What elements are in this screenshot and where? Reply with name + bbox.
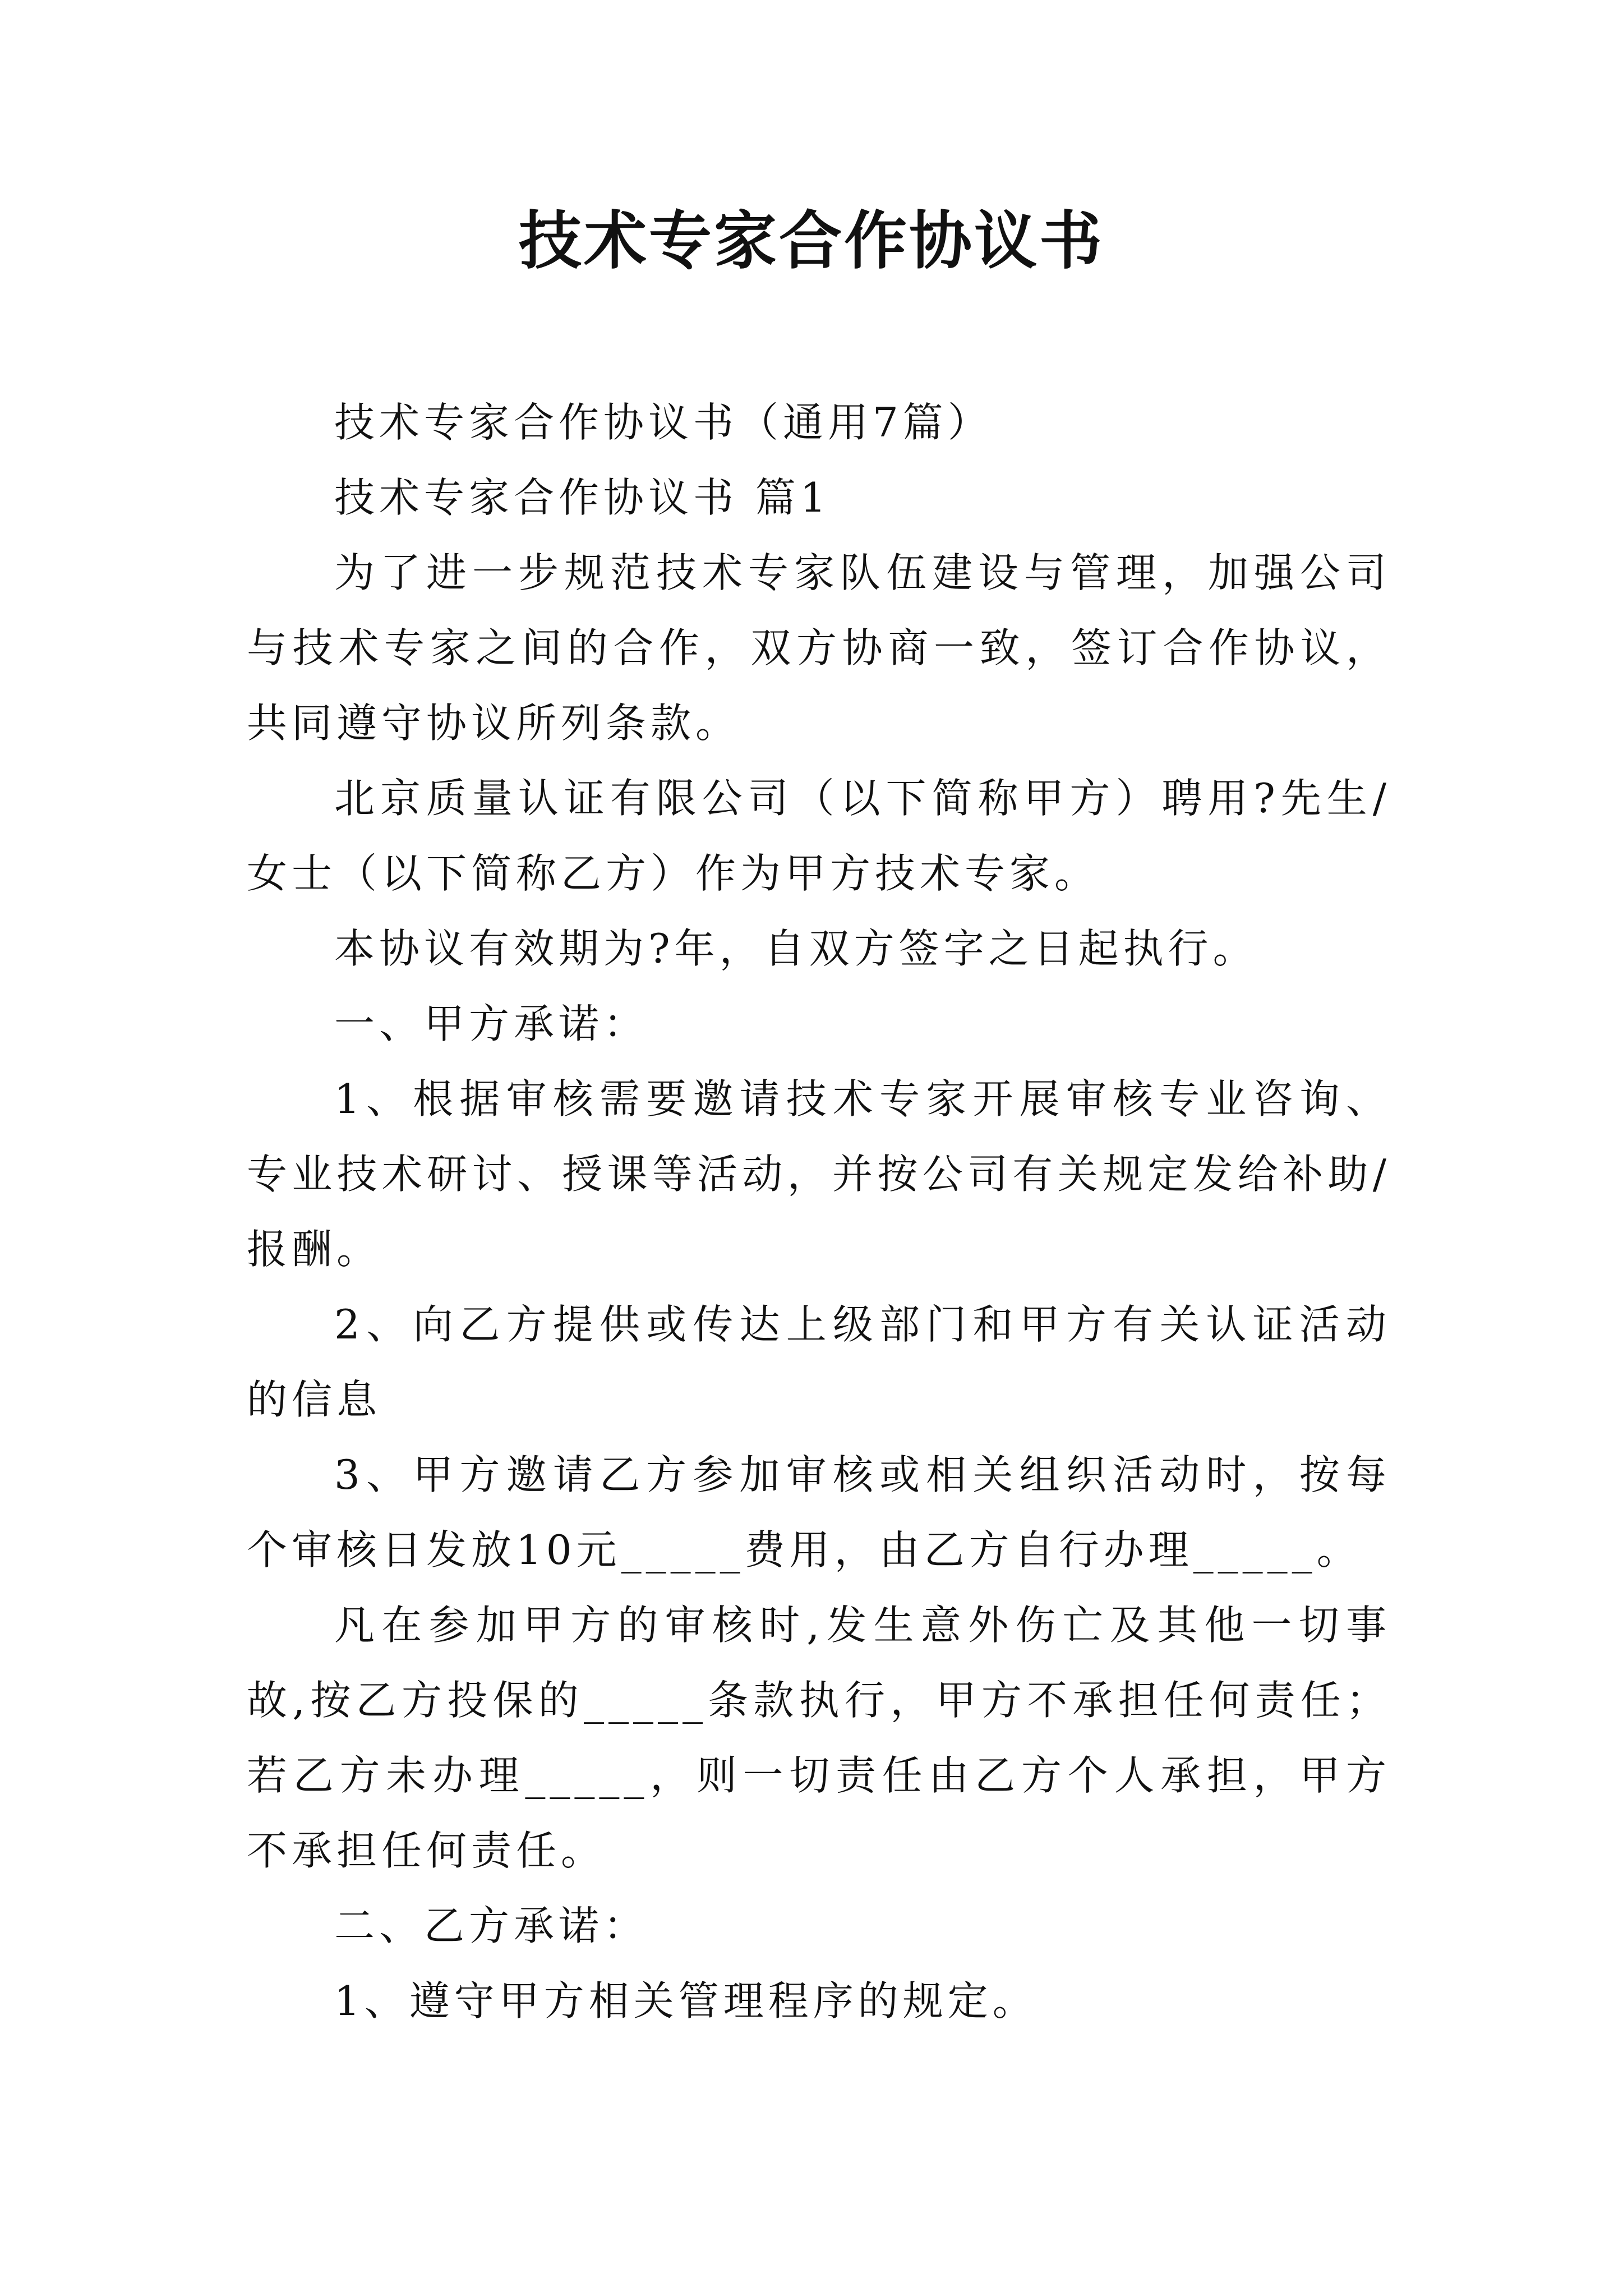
- parties-paragraph: 北京质量认证有限公司（以下简称甲方）聘用?先生/女士（以下简称乙方）作为甲方技术专家。: [247, 775, 1391, 897]
- document-title: 技术专家合作协议书: [519, 204, 1104, 278]
- party-a-item-1: 1、根据审核需要邀请技术专家开展审核专业咨询、专业技术研讨、授课等活动，并按公司有关规定发给补助/报酬。: [247, 1075, 1391, 1273]
- party-b-item-1: 1、遵守甲方相关管理程序的规定。: [334, 1977, 1038, 2024]
- term-paragraph: 本协议有效期为?年，自双方签字之日起执行。: [334, 925, 1258, 972]
- party-a-heading: 一、甲方承诺：: [334, 1000, 649, 1047]
- party-b-heading: 二、乙方承诺：: [334, 1902, 649, 1949]
- party-a-item-2: 2、向乙方提供或传达上级部门和甲方有关认证活动的信息: [247, 1301, 1391, 1423]
- subtitle-paragraph: 技术专家合作协议书（通用7篇）: [334, 399, 993, 446]
- document-body: [247, 385, 1391, 2039]
- intro-paragraph: 为了进一步规范技术专家队伍建设与管理，加强公司与技术专家之间的合作，双方协商一致，签订合作协议，共同遵守协议所列条款。: [247, 549, 1391, 747]
- accident-paragraph: 凡在参加甲方的审核时,发生意外伤亡及其他一切事故,按乙方投保的_____条款执行，甲方不承担任何责任；若乙方未办理_____，则一切责任由乙方个人承担，甲方不承担任何责任。: [247, 1602, 1391, 1874]
- section-heading-paragraph: 技术专家合作协议书 篇1: [334, 474, 831, 521]
- party-a-item-3: 3、甲方邀请乙方参加审核或相关组织活动时，按每个审核日发放10元_____费用，由乙方自行办理_____。: [247, 1451, 1391, 1573]
